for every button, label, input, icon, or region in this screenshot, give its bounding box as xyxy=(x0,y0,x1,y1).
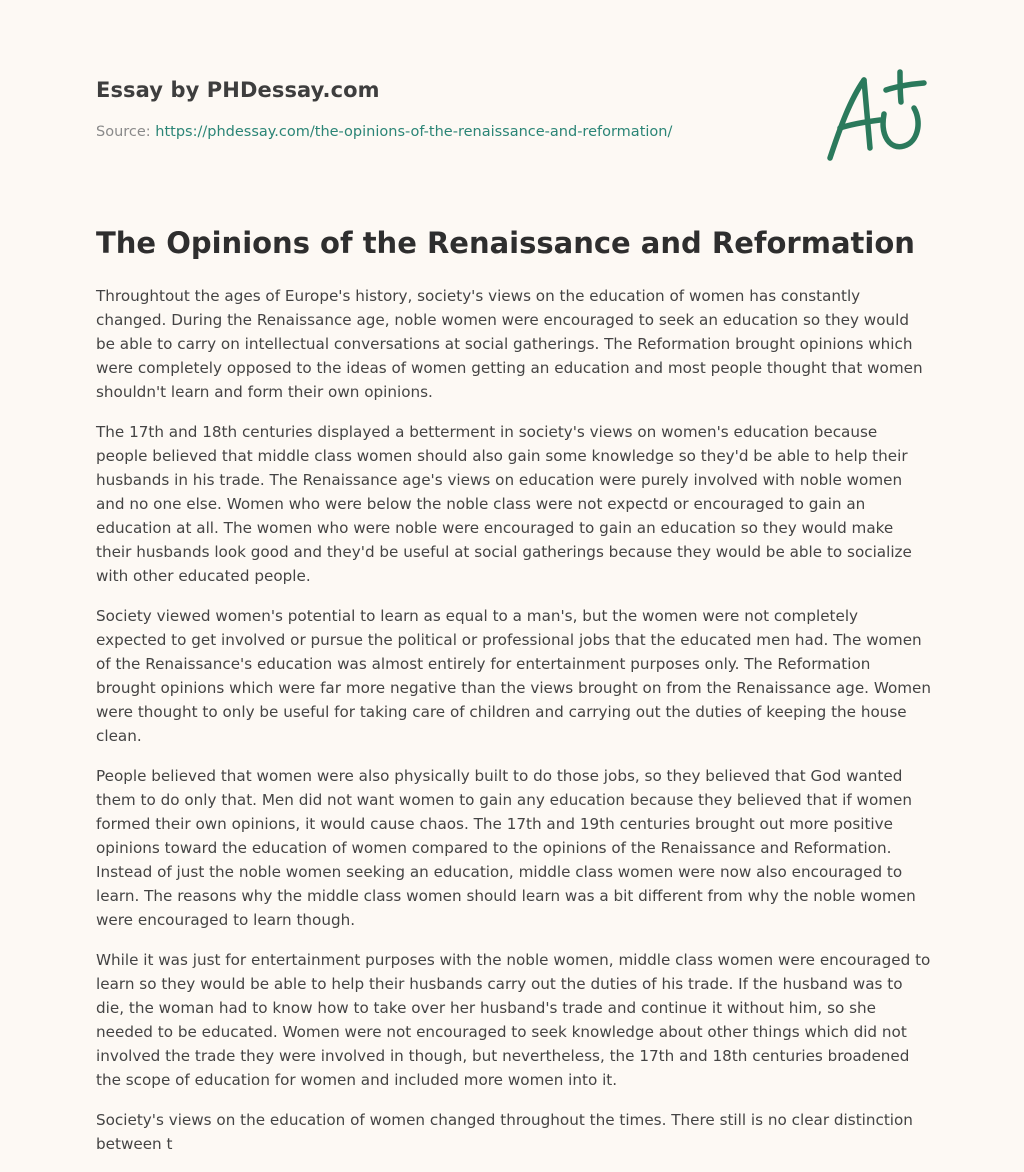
essay-paragraph: Throughtout the ages of Europe's history, society's views on the education of women has constantly changed. During the Renaissance age, noble women were encouraged to seek an education so they would be able to carry on intellectual conversations at social gatherings. The Reformation brought opinions which were completely opposed to the ideas of women getting an education and most people thought that women shouldn't learn and form their own opinions. xyxy=(96,287,923,401)
site-title: Essay by PHDessay.com xyxy=(96,78,380,102)
a-plus-logo xyxy=(820,66,930,166)
essay-paragraph: Society's views on the education of women changed throughout the times. There still is no clear distinction between t xyxy=(96,1111,913,1153)
essay-paragraph: While it was just for entertainment purposes with the noble women, middle class women were encouraged to learn so they would be able to help their husbands carry out the duties of his trade. If the husband was to die, the woman had to know how to take over her husband's trade and continue it without him, so she needed to be educated. Women were not encouraged to seek knowledge about other things which did not involved the trade they were involved in though, but nevertheless, the 17th and 18th centuries broadened the scope of education for women and included more women into it. xyxy=(96,951,931,1089)
source-label: Source: xyxy=(96,124,156,140)
essay-paragraph: People believed that women were also physically built to do those jobs, so they believed that God wanted them to do only that. Men did not want women to gain any education because they believed that if women formed their own opinions, it would cause chaos. The 17th and 19th centuries brought out more positive opinions toward the education of women compared to the opinions of the Renaissance and Reformation. Instead of just the noble women seeking an education, middle class women were now also encouraged to learn. The reasons why the middle class women should learn was a bit different from why the noble women were encouraged to learn though. xyxy=(96,767,916,929)
source-link[interactable]: https://phdessay.com/the-opinions-of-the-renaissance-and-reformation/ xyxy=(155,124,673,140)
essay-paragraph: The 17th and 18th centuries displayed a betterment in society's views on women's education because people believed that middle class women should also gain some knowledge so they'd be able to help their husbands in his trade. The Renaissance age's views on education were purely involved with noble women and no one else. Women who were below the noble class were not expectd or encouraged to gain an education at all. The women who were noble were encouraged to gain an education so they would make their husbands look good and they'd be useful at social gatherings because they would be able to socialize with other educated people. xyxy=(96,423,912,585)
essay-body xyxy=(96,284,931,1172)
essay-paragraph: Society viewed women's potential to learn as equal to a man's, but the women were not completely expected to get involved or pursue the political or professional jobs that the educated men had. The women of the Renaissance's education was almost entirely for entertainment purposes only. The Reformation brought opinions which were far more negative than the views brought on from the Renaissance age. Women were thought to only be useful for taking care of children and carrying out the duties of keeping the house clean. xyxy=(96,607,931,745)
source-line xyxy=(96,124,672,140)
essay-title: The Opinions of the Renaissance and Reformation xyxy=(96,226,915,260)
